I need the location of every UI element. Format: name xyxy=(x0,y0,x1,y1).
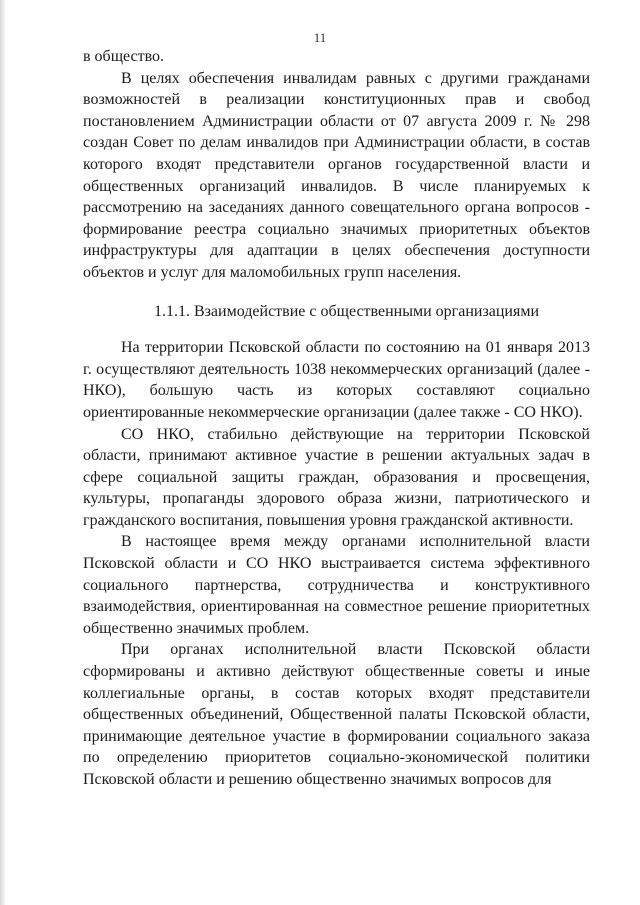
paragraph-nko-count: На территории Псковской области по состоянию на 01 января 2013 г. осуществляют деятельность 1038 некоммерческих организаций (далее - НКО), большую часть из которых составляют социально ориентированные некоммерческие организации (далее также - СО НКО). xyxy=(83,339,590,421)
paragraph-public-councils: При органах исполнительной власти Псковской области сформированы и активно действуют общественные советы и иные коллегиальные органы, в состав которых входят представители общественных объединений, Общественной палаты Псковской области, принимающие деятельное участие в формировании социального заказа по определению приоритетов социально-экономической политики Псковской области и решению общественно значимых вопросов для xyxy=(83,641,590,788)
paragraph-partnership: В настоящее время между органами исполнительной власти Псковской области и СО НКО выстраивается система эффективного социального партнерства, сотрудничества и конструктивного взаимодействия, ориентированная на совместное решение приоритетных общественно значимых проблем. xyxy=(83,533,590,637)
paragraph-disability-council: В целях обеспечения инвалидам равных с другими гражданами возможностей в реализации конституционных прав и свобод постановлением Администрации области от 07 августа 2009 г. № 298 создан Совет по делам инвалидов при Администрации области, в состав которого входят представители органов государственной власти и общественных организаций инвалидов. В числе планируемых к рассмотрению на заседаниях данного совещательного органа вопросов - формирование реестра социально значимых приоритетных объектов инфраструктуры для адаптации в целях обеспечения доступности объектов и услуг для маломобильных групп населения. xyxy=(83,69,590,281)
paragraph-nko-activity: СО НКО, стабильно действующие на территории Псковской области, принимают активное участие в решении актуальных задач в сфере социальной защиты граждан, образования и просвещения, культуры, пропаганды здорового образа жизни, патриотического и гражданского воспитания, повышения уровня гражданской активности. xyxy=(83,425,590,529)
document-body xyxy=(83,46,590,791)
page-number: 11 xyxy=(313,30,327,45)
paragraph-continuation: в общество. xyxy=(83,48,165,65)
page-edge-shadow xyxy=(0,0,6,905)
section-heading: 1.1.1. Взаимодействие с общественными организациями xyxy=(153,302,540,320)
